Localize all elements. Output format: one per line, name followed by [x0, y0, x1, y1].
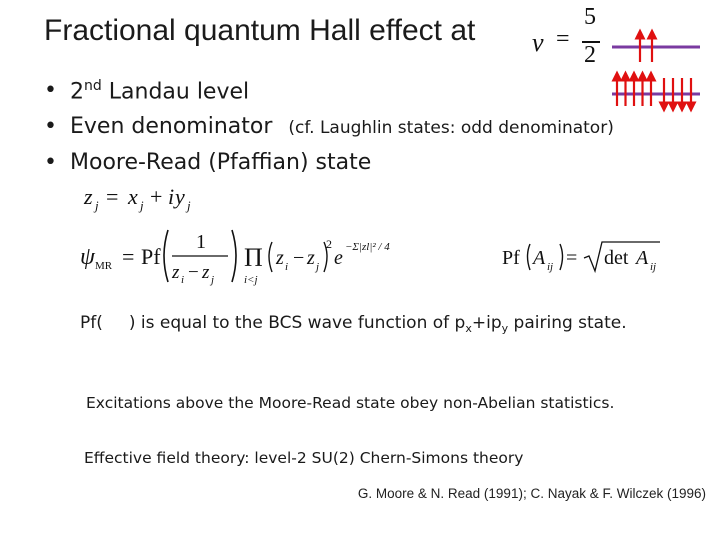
svg-text:+: +: [150, 184, 163, 209]
moore-read-wavefunction: [80, 230, 390, 286]
svg-text:Pf: Pf: [141, 244, 161, 269]
slide-title: Fractional quantum Hall effect at: [44, 14, 476, 47]
bullet-text: Moore-Read (Pfaffian) state: [70, 150, 372, 175]
svg-text:i: i: [181, 274, 185, 286]
svg-text:ij: ij: [547, 261, 554, 273]
svg-text:z: z: [84, 184, 93, 209]
excitations-line: Excitations above the Moore-Read state obey non-Abelian statistics.: [86, 394, 615, 412]
pf-open: Pf(: [80, 313, 103, 333]
bullet-text: Even denominator: [70, 114, 273, 139]
svg-text:Pf: Pf: [502, 247, 520, 269]
subscript-x: x: [465, 322, 472, 335]
equals-sign: =: [556, 26, 570, 52]
svg-text:i: i: [285, 261, 289, 273]
svg-text:z: z: [172, 262, 180, 283]
ordinal-suffix: nd: [84, 78, 102, 94]
svg-text:=: =: [106, 184, 119, 209]
svg-text:j: j: [187, 198, 191, 213]
svg-text:e: e: [334, 247, 343, 269]
svg-text:j: j: [316, 261, 320, 273]
pfaffian-bcs-line: [80, 313, 627, 335]
pairing-tail: pairing state.: [508, 313, 627, 333]
svg-text:i<j: i<j: [244, 274, 258, 286]
bullet-dot: •: [44, 78, 57, 103]
svg-text:A: A: [636, 247, 649, 269]
svg-text:=: =: [122, 244, 135, 269]
pfaffian-definition: [502, 242, 660, 273]
equations: [0, 180, 720, 300]
svg-text:ij: ij: [650, 261, 657, 273]
svg-text:−: −: [188, 262, 199, 283]
bullet-dot: •: [44, 150, 57, 175]
svg-text:z: z: [202, 262, 210, 283]
subscript-y: y: [501, 322, 509, 335]
svg-text:2: 2: [326, 237, 332, 251]
svg-text:−Σ|zl|² / 4: −Σ|zl|² / 4: [345, 241, 390, 253]
fraction-denominator: 2: [584, 42, 596, 68]
svg-text:1: 1: [196, 231, 206, 253]
svg-text:Π: Π: [244, 243, 263, 272]
svg-text:x: x: [128, 184, 138, 209]
bullet-text: 2: [70, 79, 84, 105]
svg-text:det: det: [604, 247, 629, 269]
bullet-note: (cf. Laughlin states: odd denominator): [288, 118, 614, 138]
svg-text:i: i: [168, 184, 175, 209]
svg-text:−: −: [293, 247, 305, 269]
svg-text:A: A: [533, 247, 546, 269]
effective-field-theory-line: Effective field theory: level-2 SU(2) Chern-Simons theory: [84, 449, 524, 467]
svg-text:z: z: [276, 247, 284, 269]
svg-text:MR: MR: [95, 260, 113, 272]
lower-level-arrows: [617, 76, 691, 107]
svg-text:z: z: [307, 247, 315, 269]
svg-text:ψ: ψ: [80, 244, 95, 270]
nu-symbol: ν: [532, 28, 544, 57]
svg-text:j: j: [95, 198, 99, 213]
fraction-numerator: 5: [584, 4, 596, 30]
svg-text:j: j: [140, 198, 144, 213]
complex-coordinate-equation: [83, 184, 191, 213]
svg-text:j: j: [211, 274, 215, 286]
references: G. Moore & N. Read (1991); C. Nayak & F. Wilczek (1996): [357, 486, 706, 501]
bcs-text: ) is equal to the BCS wave function of p: [128, 313, 466, 333]
plus-ip: +ip: [471, 313, 502, 333]
bullet-text-rest: Landau level: [101, 79, 250, 105]
svg-text:y: y: [175, 184, 185, 209]
bullet-dot: •: [44, 114, 57, 139]
svg-text:=: =: [566, 247, 578, 269]
